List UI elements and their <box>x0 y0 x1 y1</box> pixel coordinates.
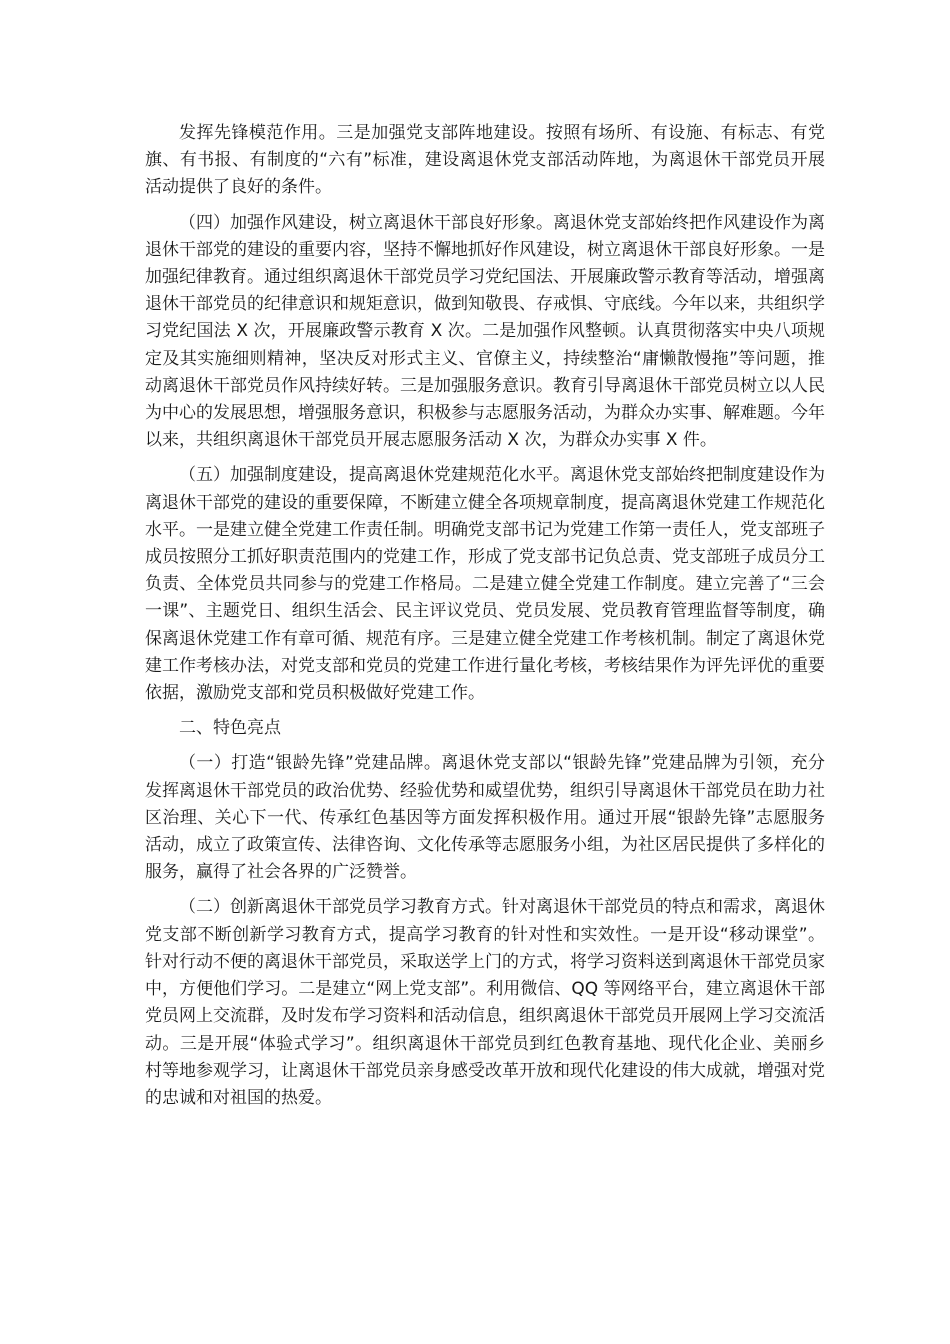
paragraph-learning-methods: （二）创新离退休干部党员学习教育方式。针对离退休干部党员的特点和需求，离退休党支部不断创新学习教育方式，提高学习教育的针对性和实效性。一是开设“移动课堂”。针对行动不便的离退休干部党员，采取送学上门的方式，将学习资料送到离退休干部党员家中，方便他们学习。二是建立“网上党支部”。利用微信、QQ 等网络平台，建立离退休干部党员网上交流群，及时发布学习资料和活动信息，组织离退休干部党员开展网上学习交流活动。三是开展“体验式学习”。组织离退休干部党员到红色教育基地、现代化企业、美丽乡村等地参观学习，让离退休干部党员亲身感受改革开放和现代化建设的伟大成就，增强对党的忠诚和对祖国的热爱。 <box>145 897 825 1108</box>
section-heading-highlights: 二、特色亮点 <box>179 718 281 739</box>
paragraph-party-branch-base: 发挥先锋模范作用。三是加强党支部阵地建设。按照有场所、有设施、有标志、有党旗、有书报、有制度的“六有”标准，建设离退休党支部活动阵地，为离退休干部党员开展活动提供了良好的条件。 <box>145 123 825 198</box>
paragraph-work-style: （四）加强作风建设，树立离退休干部良好形象。离退休党支部始终把作风建设作为离退休干部党的建设的重要内容，坚持不懈地抓好作风建设，树立离退休干部良好形象。一是加强纪律教育。通过组织离退休干部党员学习党纪国法、开展廉政警示教育等活动，增强离退休干部党员的纪律意识和规矩意识，做到知敬畏、存戒惧、守底线。今年以来，共组织学习党纪国法 X 次，开展廉政警示教育 X 次。二是加强作风整顿。认真贯彻落实中央八项规定及其实施细则精神，坚决反对形式主义、官僚主义，持续整治“庸懒散慢拖”等问题，推动离退休干部党员作风持续好转。三是加强服务意识。教育引导离退休干部党员树立以人民为中心的发展思想，增强服务意识，积极参与志愿服务活动，为群众办实事、解难题。今年以来，共组织离退休干部党员开展志愿服务活动 X 次，为群众办实事 X 件。 <box>145 212 825 451</box>
paragraph-system-building: （五）加强制度建设，提高离退休党建规范化水平。离退休党支部始终把制度建设作为离退休干部党的建设的重要保障，不断建立健全各项规章制度，提高离退休党建工作规范化水平。一是建立健全党建工作责任制。明确党支部书记为党建工作第一责任人，党支部班子成员按照分工抓好职责范围内的党建工作，形成了党支部书记负总责、党支部班子成员分工负责、全体党员共同参与的党建工作格局。二是建立健全党建工作制度。建立完善了“三会一课”、主题党日、组织生活会、民主评议党员、党员发展、党员教育管理监督等制度，确保离退休党建工作有章可循、规范有序。三是建立健全党建工作考核机制。制定了离退休党建工作考核办法，对党支部和党员的党建工作进行量化考核，考核结果作为评先评优的重要依据，激励党支部和党员积极做好党建工作。 <box>145 465 825 704</box>
paragraph-silver-pioneer-brand: （一）打造“银龄先锋”党建品牌。离退休党支部以“银龄先锋”党建品牌为引领，充分发挥离退休干部党员的政治优势、经验优势和威望优势，组织引导离退休干部党员在助力社区治理、关心下一代、传承红色基因等方面发挥积极作用。通过开展“银龄先锋”志愿服务活动，成立了政策宣传、法律咨询、文化传承等志愿服务小组，为社区居民提供了多样化的服务，赢得了社会各界的广泛赞誉。 <box>145 753 825 883</box>
document-body <box>145 120 825 1120</box>
